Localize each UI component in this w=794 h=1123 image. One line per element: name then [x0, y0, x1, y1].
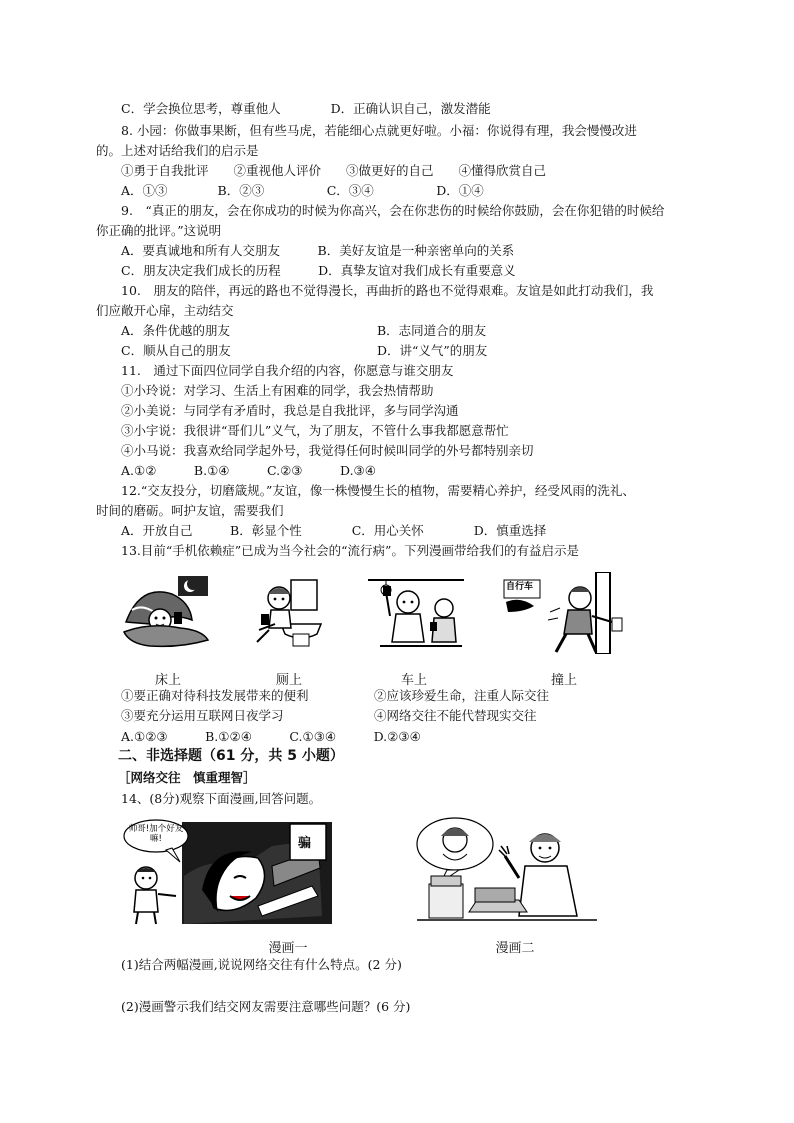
q13-stem: 13.目前“手机依赖症”已成为当今社会的“流行病”。下列漫画带给我们的有益启示是	[121, 543, 579, 558]
q8-stem-line2: 的。上述对话给我们的启示是	[96, 143, 259, 158]
section-2-heading: 二、非选择题（61 分，共 5 小题）	[118, 748, 344, 764]
topic-heading: ［网络交往 慎重理智］	[118, 770, 256, 785]
q10-stem-line1: 10. 朋友的陪伴，再远的路也不觉得漫长，再曲折的路也不觉得艰难。友谊是如此打动我们，我	[121, 283, 654, 298]
bed-cartoon	[120, 572, 215, 652]
q9-stem-line2: 你正确的批评。”这说明	[96, 223, 222, 238]
q10-option-a: A．条件优越的朋友	[121, 323, 231, 338]
q9-options-ab: A．要真诚地和所有人交朋友 B．美好友谊是一种亲密单向的关系	[121, 243, 515, 258]
q14-stem: 14、(8分)观察下面漫画,回答问题。	[121, 791, 322, 806]
caption-pole: 撞上	[550, 673, 577, 688]
q9-options-cd: C．朋友决定我们成长的历程 D．真挚友谊对我们成长有重要意义	[121, 263, 516, 278]
person-on-toilet-with-phone-icon	[241, 572, 331, 652]
caption-toilet: 厕上	[275, 673, 302, 688]
q8-stem-line1: 8. 小园：你做事果断，但有些马虎，若能细心点就更好啦。小福：你说得有理，我会慢慢改进	[121, 123, 637, 138]
q11-statement-3: ③小宇说：我很讲“哥们儿”义气，为了朋友，不管什么事我都愿意帮忙	[121, 423, 509, 438]
q14-part-1: (1)结合两幅漫画,说说网络交往有什么特点。(2 分)	[121, 957, 402, 972]
q9-stem-line1: 9. “真正的朋友，会在你成功的时候为你高兴，会在你悲伤的时候给你鼓励，会在你犯错的时候给	[121, 203, 665, 218]
q12-stem-line1: 12.“交友投分，切磨箴规。”友谊，像一株慢慢生长的植物，需要精心养护，经受风雨的洗礼、	[121, 483, 635, 498]
people-on-train-with-phones-icon	[366, 572, 466, 652]
q13-statement-3: ③要充分运用互联网日夜学习	[121, 708, 284, 723]
q7-options-cd: C．学会换位思考，尊重他人 D．正确认识自己，激发潜能	[121, 101, 491, 116]
friend-request-bubble: 帅哥!加个好友嘛!	[128, 824, 184, 844]
toilet-cartoon	[241, 572, 331, 652]
video-chat-friend-icon	[407, 816, 603, 928]
q13-statement-2: ②应该珍爱生命，注重人际交往	[374, 688, 550, 703]
q10-option-c: C．顺从自己的朋友	[121, 343, 231, 358]
q11-stem: 11. 通过下面四位同学自我介绍的内容，你愿意与谁交朋友	[121, 363, 454, 378]
q8-options: A．①③ B．②③ C．③④ D．①④	[121, 183, 484, 198]
q8-statements: ①勇于自我批评 ②重视他人评价 ③做更好的自己 ④懂得欣赏自己	[121, 163, 547, 178]
q12-options: A．开放自己 B．彰显个性 C．用心关怀 D．慎重选择	[121, 523, 547, 538]
q14-part-2: (2)漫画警示我们结交网友需要注意哪些问题？(6 分)	[121, 999, 411, 1014]
q10-option-d: D．讲“义气”的朋友	[377, 343, 488, 358]
comic-one	[122, 816, 338, 926]
q13-statement-4: ④网络交往不能代替现实交往	[374, 708, 537, 723]
caption-bed: 床上	[154, 673, 181, 688]
caption-car: 车上	[400, 673, 427, 688]
q10-option-b: B．志同道合的朋友	[377, 323, 487, 338]
q12-stem-line2: 时间的磨砺。呵护友谊，需要我们	[96, 503, 284, 518]
caption-comic-two: 漫画二	[495, 941, 535, 956]
train-cartoon	[366, 572, 466, 652]
q11-statement-2: ②小美说：与同学有矛盾时，我总是自我批评，多与同学沟通	[121, 403, 459, 418]
q11-options: A.①② B.①④ C.②③ D.③④	[121, 463, 376, 478]
comic-two	[407, 816, 603, 928]
q13-options: A.①②③ B.①②④ C.①③④ D.②③④	[121, 729, 421, 744]
scam-sign: 骗	[298, 836, 312, 851]
q11-statement-1: ①小玲说：对学习、生活上有困难的同学，我会热情帮助	[121, 383, 434, 398]
q10-stem-line2: 们应敞开心扉，主动结交	[96, 303, 234, 318]
person-in-bed-with-phone-icon	[120, 572, 215, 652]
q11-statement-4: ④小马说：我喜欢给同学起外号，我觉得任何时候叫同学的外号都特别亲切	[121, 443, 534, 458]
pole-cartoon	[500, 572, 635, 654]
q13-statement-1: ①要正确对待科技发展带来的便利	[121, 688, 309, 703]
caption-comic-one: 漫画一	[268, 941, 308, 956]
bike-shop-sign: 自行车	[506, 582, 534, 592]
